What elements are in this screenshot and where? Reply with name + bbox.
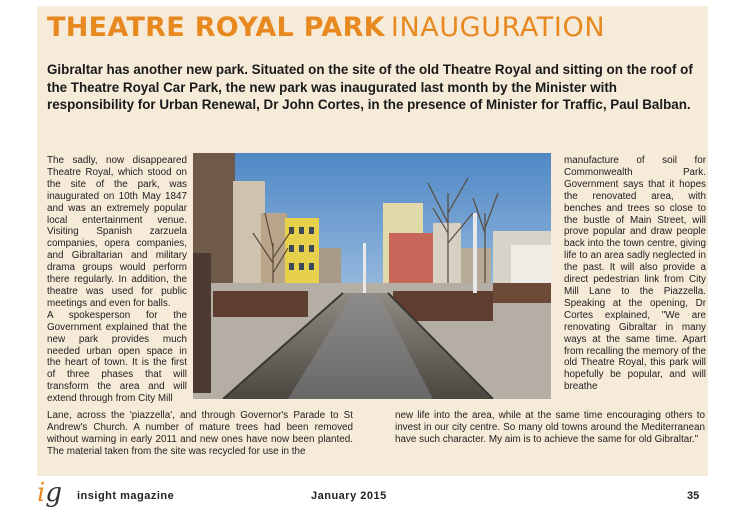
lede-paragraph: Gibraltar has another new park. Situated on the site of the old Theatre Royal and sitting on the roof of the Theatre Royal Car Park, the new park was inaugurated last month by the Minister with responsibility for Urban Renewal, Dr John Cortes, in the presence of Minister for Traffic, Paul Balban. xyxy=(47,62,693,112)
bottom-right-text: new life into the area, while at the same time encouraging others to invest in our city centre. So many old towns around the Mediterranean have such character. My aim is to achieve the same for old Gibraltar." xyxy=(395,410,705,445)
title-bold: THEATRE ROYAL PARK xyxy=(47,12,385,43)
issue-date: January 2015 xyxy=(311,490,387,502)
article-title xyxy=(47,14,605,41)
left-column xyxy=(47,155,187,405)
left-para-2: A spokesperson for the Government explained that the new park provides much needed urban open space in the heart of town. It is the first of three phases that will transform the area and will extend through from City Mill xyxy=(47,309,187,405)
right-column: manufacture of soil for Commonwealth Park. Government says that it hopes the renovated area, with benches and trees so close to the bustle of Main Street, will prove popular and draw people back into the town centre, giving life to an area sadly neglected in the past. It will also provide a direct pedestrian link from City Mill Lane to the Piazzella. Speaking at the opening, Dr Cortes explained, "We are renovating Gibraltar in many ways at the same time. Apart from recalling the memory of the old Theatre Royal, this park will hopefully be popular, and will breathe xyxy=(564,155,706,393)
logo-i: i xyxy=(37,478,46,508)
insight-logo xyxy=(37,478,62,508)
article-page xyxy=(37,6,708,476)
bottom-left-text: Lane, across the 'piazzella', and through Governor's Parade to St Andrew's Church. A number of mature trees had been removed without warning in early 2011 and new ones have now been planted. The material taken from the site was recycled for use in the xyxy=(47,410,353,457)
magazine-name: insight magazine xyxy=(77,490,175,502)
title-light: INAUGURATION xyxy=(390,12,606,43)
page-number: 35 xyxy=(687,490,700,502)
left-para-1: The sadly, now disappeared Theatre Royal, which stood on the site of the park, was inaugurated on 10th May 1847 and was an extremely popular local entertainment venue. Visiting Spanish zarzuela companies, opera companies, and Gibraltarian and military drama groups would perform there regularly. In addition, the theatre was used for public meetings and even for balls. xyxy=(47,155,187,309)
park-photo xyxy=(193,153,551,399)
logo-g: g xyxy=(45,478,62,508)
